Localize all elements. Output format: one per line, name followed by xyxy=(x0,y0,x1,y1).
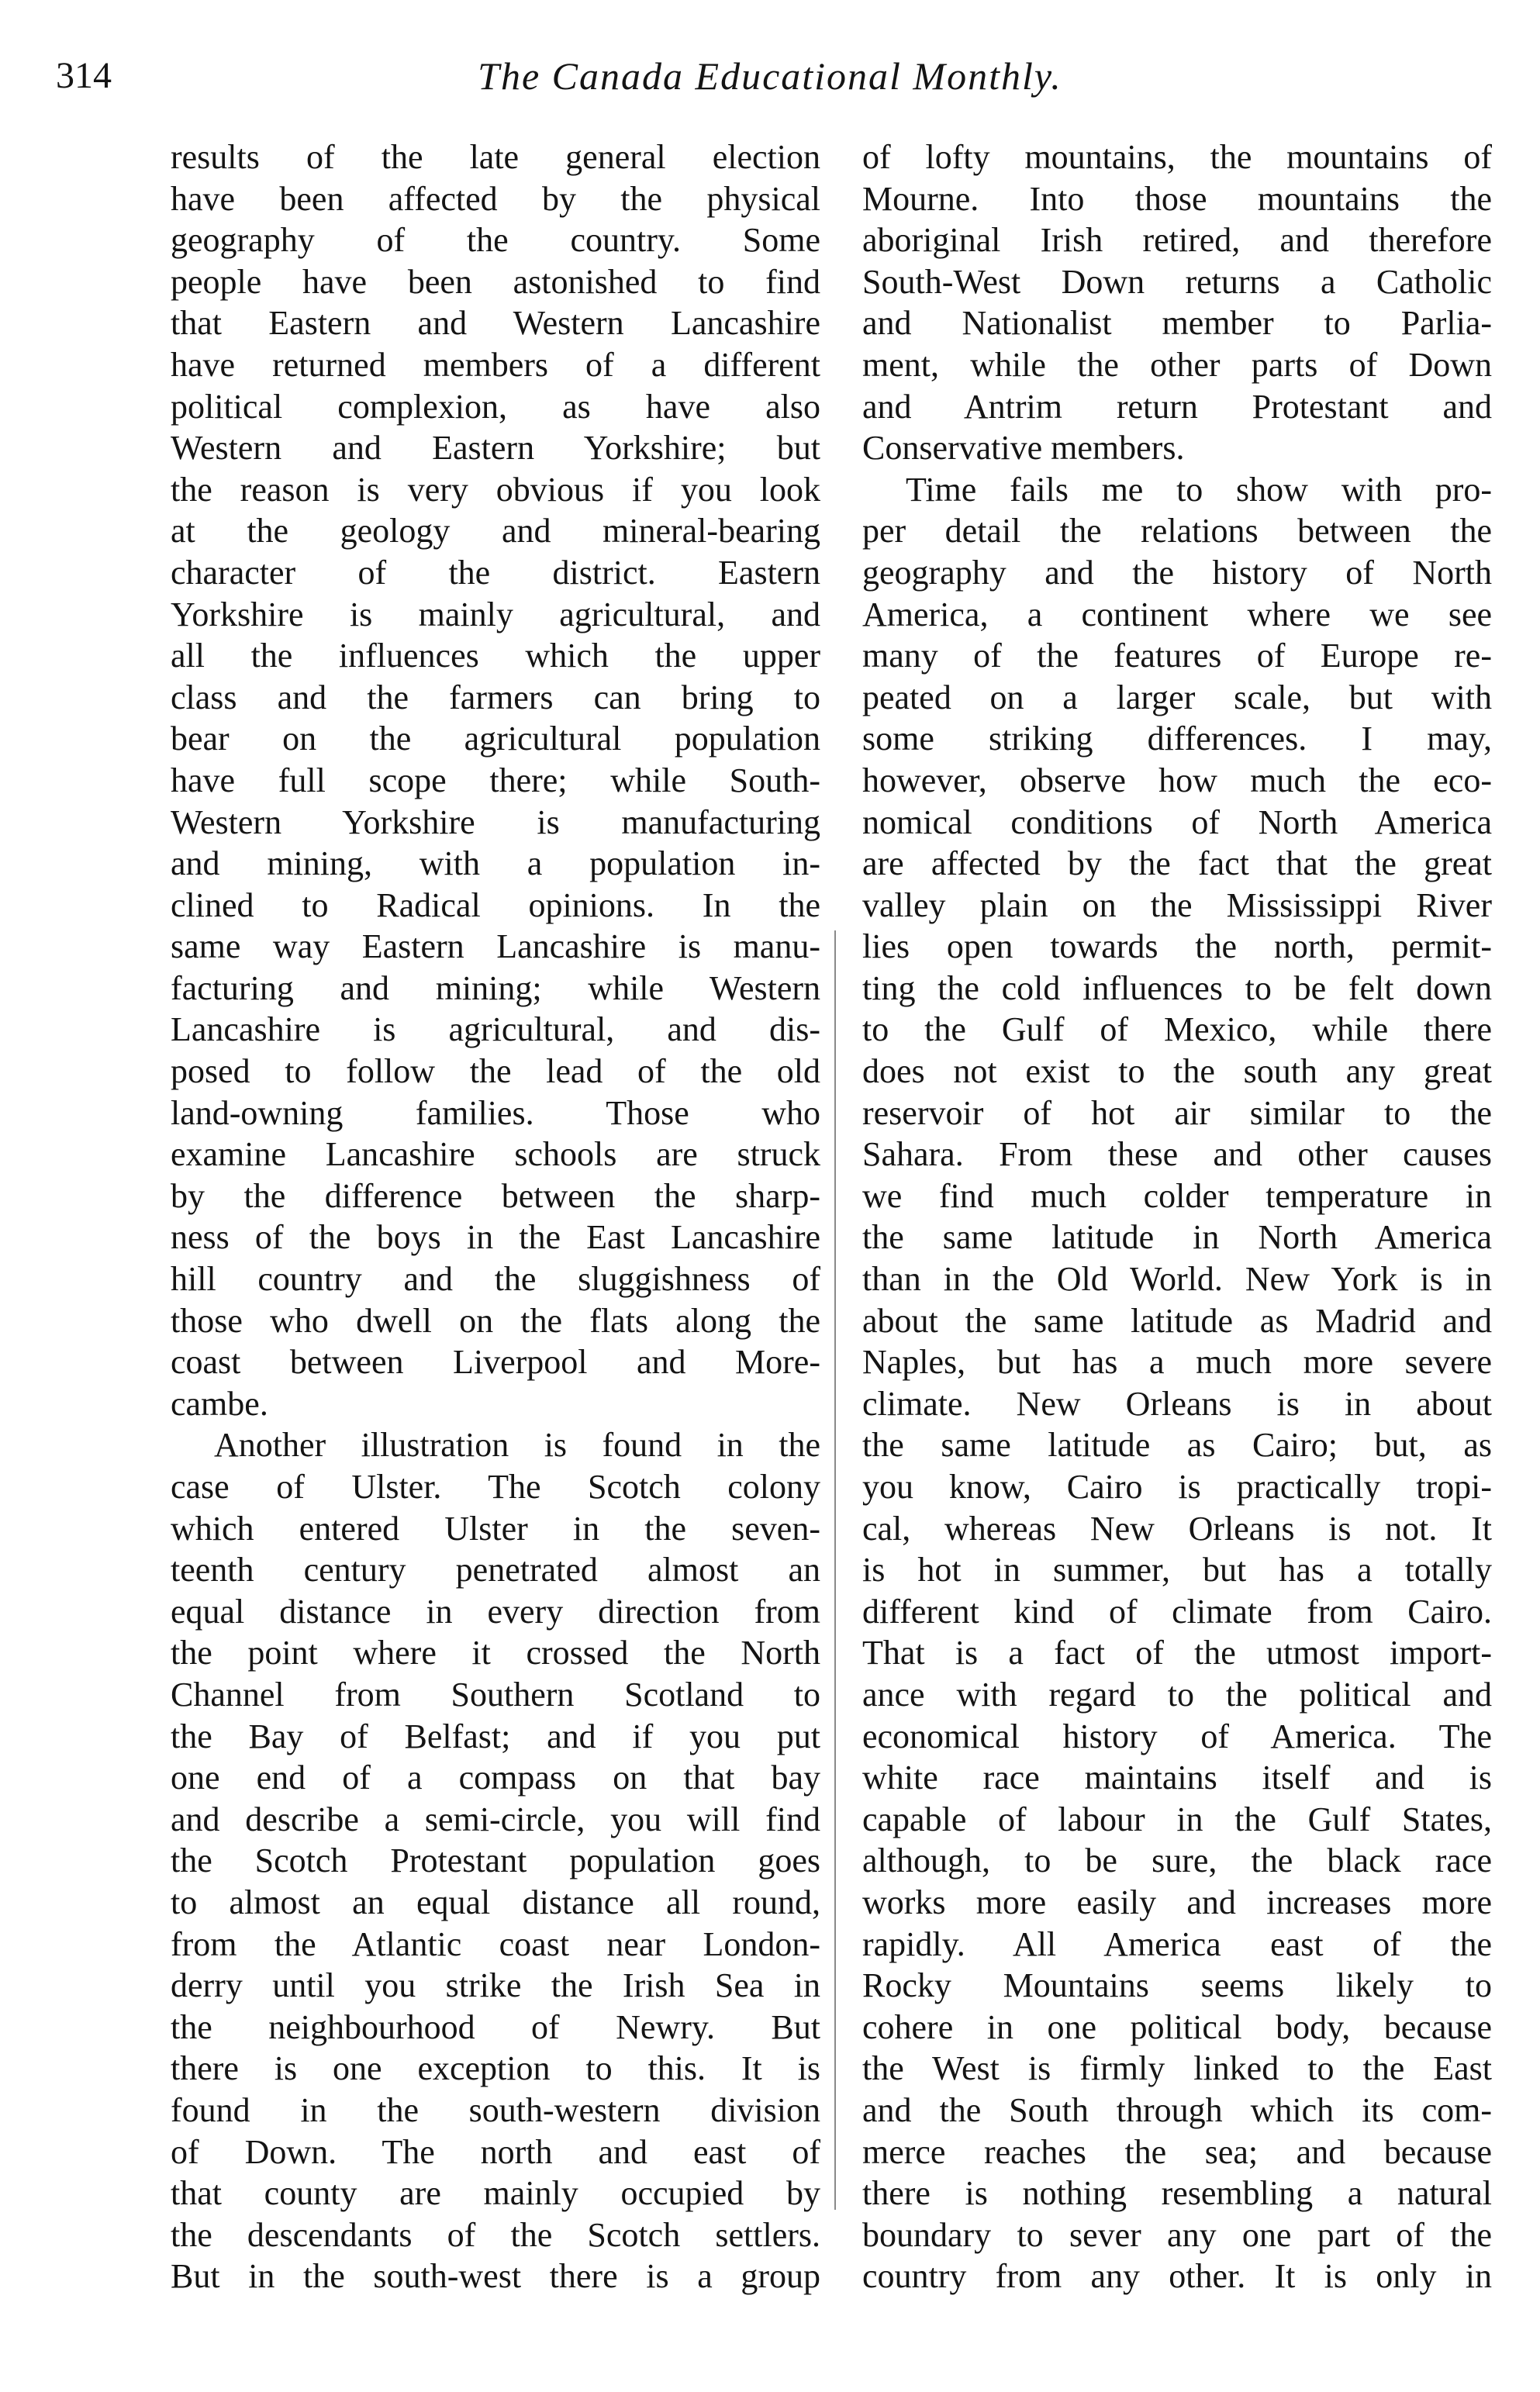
text-line: Mourne. Into those mountains the xyxy=(862,179,1492,218)
text-line: coast between Liverpool and More- xyxy=(171,1343,820,1382)
text-line: although, to be sure, the black race xyxy=(862,1841,1492,1880)
text-line: that county are mainly occupied by xyxy=(171,2174,820,2213)
text-line: and describe a semi-circle, you will find xyxy=(171,1800,820,1838)
text-line: the Bay of Belfast; and if you put xyxy=(171,1717,820,1755)
text-line: which entered Ulster in the seven- xyxy=(171,1509,820,1548)
left-column xyxy=(171,136,820,2297)
right-column xyxy=(862,136,1492,2297)
text-line: cambe. xyxy=(171,1384,268,1423)
text-line: Western and Eastern Yorkshire; but xyxy=(171,429,820,468)
text-line: about the same latitude as Madrid and xyxy=(862,1301,1492,1340)
text-line: Naples, but has a much more severe xyxy=(862,1343,1492,1382)
text-line: and the South through which its com- xyxy=(862,2090,1492,2129)
text-line: South-West Down returns a Catholic xyxy=(862,262,1492,301)
text-line: results of the late general election xyxy=(171,138,820,176)
text-line: have been affected by the physical xyxy=(171,179,820,218)
text-line: many of the features of Europe re- xyxy=(862,637,1492,675)
text-line: Western Yorkshire is manufacturing xyxy=(171,803,820,841)
text-line: examine Lancashire schools are struck xyxy=(171,1135,820,1174)
text-line: derry until you strike the Irish Sea in xyxy=(171,1966,820,2005)
text-line: Lancashire is agricultural, and dis- xyxy=(171,1010,820,1049)
text-line: all the influences which the upper xyxy=(171,637,820,675)
text-line: equal distance in every direction from xyxy=(171,1592,820,1631)
text-line: That is a fact of the utmost import- xyxy=(862,1634,1492,1672)
text-line: merce reaches the sea; and because xyxy=(862,2132,1492,2171)
running-title: The Canada Educational Monthly. xyxy=(478,54,1062,98)
text-line: hill country and the sluggishness of xyxy=(171,1260,820,1299)
text-line: class and the farmers can bring to xyxy=(171,678,820,716)
text-line: capable of labour in the Gulf States, xyxy=(862,1800,1492,1838)
text-line: there is one exception to this. It is xyxy=(171,2049,820,2088)
column-divider xyxy=(834,930,836,2210)
text-line: posed to follow the lead of the old xyxy=(171,1052,820,1091)
text-line: aboriginal Irish retired, and therefore xyxy=(862,221,1492,260)
text-line: nomical conditions of North America xyxy=(862,803,1492,841)
text-line: ance with regard to the political and xyxy=(862,1675,1492,1714)
text-line: teenth century penetrated almost an xyxy=(171,1551,820,1589)
text-line: are affected by the fact that the great xyxy=(862,844,1492,883)
text-line: and mining, with a population in- xyxy=(171,844,820,883)
text-line: facturing and mining; while Western xyxy=(171,968,820,1007)
text-line: cal, whereas New Orleans is not. It xyxy=(862,1509,1492,1548)
text-line: the point where it crossed the North xyxy=(171,1634,820,1672)
text-line: Another illustration is found in the xyxy=(214,1426,820,1465)
page-number: 314 xyxy=(56,55,112,96)
text-line: works more easily and increases more xyxy=(862,1883,1492,1921)
text-line: by the difference between the sharp- xyxy=(171,1176,820,1215)
text-line: different kind of climate from Cairo. xyxy=(862,1592,1492,1631)
text-line: political complexion, as have also xyxy=(171,387,820,426)
text-line: than in the Old World. New York is in xyxy=(862,1260,1492,1299)
text-line: rapidly. All America east of the xyxy=(862,1924,1492,1963)
text-line: character of the district. Eastern xyxy=(171,553,820,592)
text-line: Conservative members. xyxy=(862,429,1185,468)
text-line: that Eastern and Western Lancashire xyxy=(171,304,820,343)
text-line: geography of the country. Some xyxy=(171,221,820,260)
text-line: people have been astonished to find xyxy=(171,262,820,301)
text-line: Time fails me to show with pro- xyxy=(906,470,1492,509)
text-line: of lofty mountains, the mountains of xyxy=(862,138,1492,176)
text-line: to almost an equal distance all round, xyxy=(171,1883,820,1921)
text-line: Sahara. From these and other causes xyxy=(862,1135,1492,1174)
text-line: bear on the agricultural population xyxy=(171,720,820,758)
text-line: have returned members of a different xyxy=(171,345,820,384)
text-line: the neighbourhood of Newry. But xyxy=(171,2007,820,2046)
text-line: is hot in summer, but has a totally xyxy=(862,1551,1492,1589)
text-line: case of Ulster. The Scotch colony xyxy=(171,1468,820,1506)
text-line: and Nationalist member to Parlia- xyxy=(862,304,1492,343)
text-line: clined to Radical opinions. In the xyxy=(171,885,820,924)
text-line: of Down. The north and east of xyxy=(171,2132,820,2171)
text-line: found in the south-western division xyxy=(171,2090,820,2129)
text-line: have full scope there; while South- xyxy=(171,761,820,799)
text-line: the West is firmly linked to the East xyxy=(862,2049,1492,2088)
text-line: some striking differences. I may, xyxy=(862,720,1492,758)
text-line: Channel from Southern Scotland to xyxy=(171,1675,820,1714)
text-line: geography and the history of North xyxy=(862,553,1492,592)
text-line: and Antrim return Protestant and xyxy=(862,387,1492,426)
text-line: Yorkshire is mainly agricultural, and xyxy=(171,595,820,633)
text-line: white race maintains itself and is xyxy=(862,1759,1492,1797)
text-line: does not exist to the south any great xyxy=(862,1052,1492,1091)
text-line: ment, while the other parts of Down xyxy=(862,345,1492,384)
text-line: the Scotch Protestant population goes xyxy=(171,1841,820,1880)
text-line: at the geology and mineral-bearing xyxy=(171,512,820,551)
text-line: boundary to sever any one part of the xyxy=(862,2215,1492,2254)
text-line: lies open towards the north, permit- xyxy=(862,927,1492,966)
text-line: ness of the boys in the East Lancashire xyxy=(171,1218,820,1257)
text-line: same way Eastern Lancashire is manu- xyxy=(171,927,820,966)
text-line: the same latitude in North America xyxy=(862,1218,1492,1257)
text-line: reservoir of hot air similar to the xyxy=(862,1093,1492,1132)
text-line: cohere in one political body, because xyxy=(862,2007,1492,2046)
text-line: to the Gulf of Mexico, while there xyxy=(862,1010,1492,1049)
text-line: one end of a compass on that bay xyxy=(171,1759,820,1797)
text-line: America, a continent where we see xyxy=(862,595,1492,633)
page-header xyxy=(0,45,1540,107)
text-line: we find much colder temperature in xyxy=(862,1176,1492,1215)
text-line: per detail the relations between the xyxy=(862,512,1492,551)
text-line: economical history of America. The xyxy=(862,1717,1492,1755)
text-line: climate. New Orleans is in about xyxy=(862,1384,1492,1423)
text-line: land-owning families. Those who xyxy=(171,1093,820,1132)
text-line: peated on a larger scale, but with xyxy=(862,678,1492,716)
text-line: the reason is very obvious if you look xyxy=(171,470,820,509)
text-line: But in the south-west there is a group xyxy=(171,2257,820,2296)
text-line: those who dwell on the flats along the xyxy=(171,1301,820,1340)
text-line: the same latitude as Cairo; but, as xyxy=(862,1426,1492,1465)
text-line: the descendants of the Scotch settlers. xyxy=(171,2215,820,2254)
text-line: there is nothing resembling a natural xyxy=(862,2174,1492,2213)
text-line: from the Atlantic coast near London- xyxy=(171,1924,820,1963)
text-line: however, observe how much the eco- xyxy=(862,761,1492,799)
text-line: country from any other. It is only in xyxy=(862,2257,1492,2296)
text-line: you know, Cairo is practically tropi- xyxy=(862,1468,1492,1506)
text-line: ting the cold influences to be felt down xyxy=(862,968,1492,1007)
text-line: Rocky Mountains seems likely to xyxy=(862,1966,1492,2005)
text-line: valley plain on the Mississippi River xyxy=(862,885,1492,924)
